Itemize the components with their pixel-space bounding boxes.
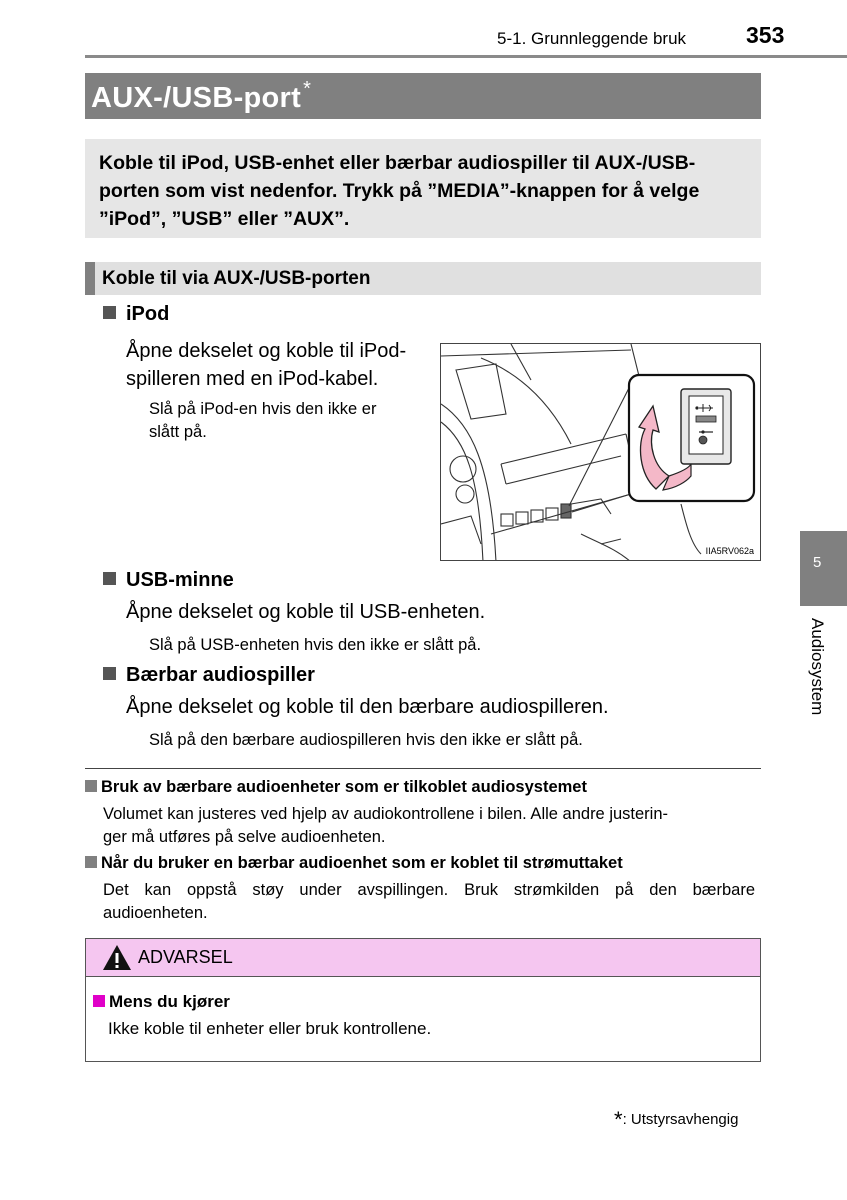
item-heading-ipod: iPod [103,303,169,326]
page-title-text: AUX-/USB-port [91,82,302,114]
subsection-title: Koble til via AUX-/USB-porten [102,268,371,289]
intro-box [85,139,761,238]
item-note: Slå på iPod-en hvis den ikke er [149,400,377,418]
note-square-icon [85,856,97,868]
page-number: 353 [746,22,785,48]
footnote-text: : Utstyrsavhengig [622,1111,739,1128]
square-bullet-icon [103,667,116,680]
item-line: spilleren med en iPod-kabel. [126,368,379,390]
chapter-tab [800,531,847,606]
item-heading-usb: USB-minne [103,569,234,592]
chapter-number: 5 [813,554,822,571]
item-line: Åpne dekselet og koble til iPod- [126,340,407,362]
title-asterisk: * [303,78,312,100]
warning-label: ADVARSEL [138,947,233,967]
item-note: Slå på USB-enheten hvis den ikke er slått på. [149,636,482,654]
item-note: slått på. [149,423,207,441]
item-note: Slå på den bærbare audiospilleren hvis den ikke er slått på. [149,731,583,749]
note-line: audioenheten. [103,904,208,922]
note-heading: Når du bruker en bærbar audioenhet som er koblet til strømuttaket [85,854,623,873]
header-section-label: 5-1. Grunnleggende bruk [497,29,687,48]
page-title [91,78,311,115]
item-line: Åpne dekselet og koble til USB-enheten. [126,601,486,623]
note-square-icon [85,780,97,792]
note-line: ger må utføres på selve audioenheten. [103,828,386,846]
warning-triangle-icon [102,944,132,971]
footnote [614,1107,738,1133]
subsection-accent [85,262,95,295]
dashboard-illustration [441,344,761,561]
square-bullet-icon [103,572,116,585]
page-title-bar [85,73,761,119]
note-line: Volumet kan justeres ved hjelp av audiokontrollene i bilen. Alle andre justerin- [103,805,669,823]
note-line: Det kan oppstå støy under avspillingen. Bruk strømkilden på den bærbare [103,881,755,899]
figure-caption: IIA5RV062a [705,546,754,556]
chapter-label: Audiosystem [808,618,827,716]
square-bullet-icon [103,306,116,319]
header-rule [85,55,847,58]
warning-item-body: Ikke koble til enheter eller bruk kontrollene. [108,1019,432,1038]
footnote-asterisk: * [614,1107,623,1132]
warning-header [86,939,760,977]
note-heading: Bruk av bærbare audioenheter som er tilkoblet audiosystemet [85,778,587,797]
item-heading-portable-audio: Bærbar audiospiller [103,664,315,687]
usb-port-illustration [440,343,761,561]
intro-text: Koble til iPod, USB-enhet eller bærbar audiospiller til AUX-/USB-porten som vist nedenfor. Trykk på ”MEDIA”-knappen for å velge ”iPod”, ”USB” eller ”AUX”. [99,152,700,230]
warning-item-heading: Mens du kjører [93,992,230,1012]
warning-box [85,938,761,1062]
item-line: Åpne dekselet og koble til den bærbare audiospilleren. [126,696,609,718]
subsection-bar [85,262,761,295]
warning-square-icon [93,995,105,1007]
notes-divider [85,768,761,769]
